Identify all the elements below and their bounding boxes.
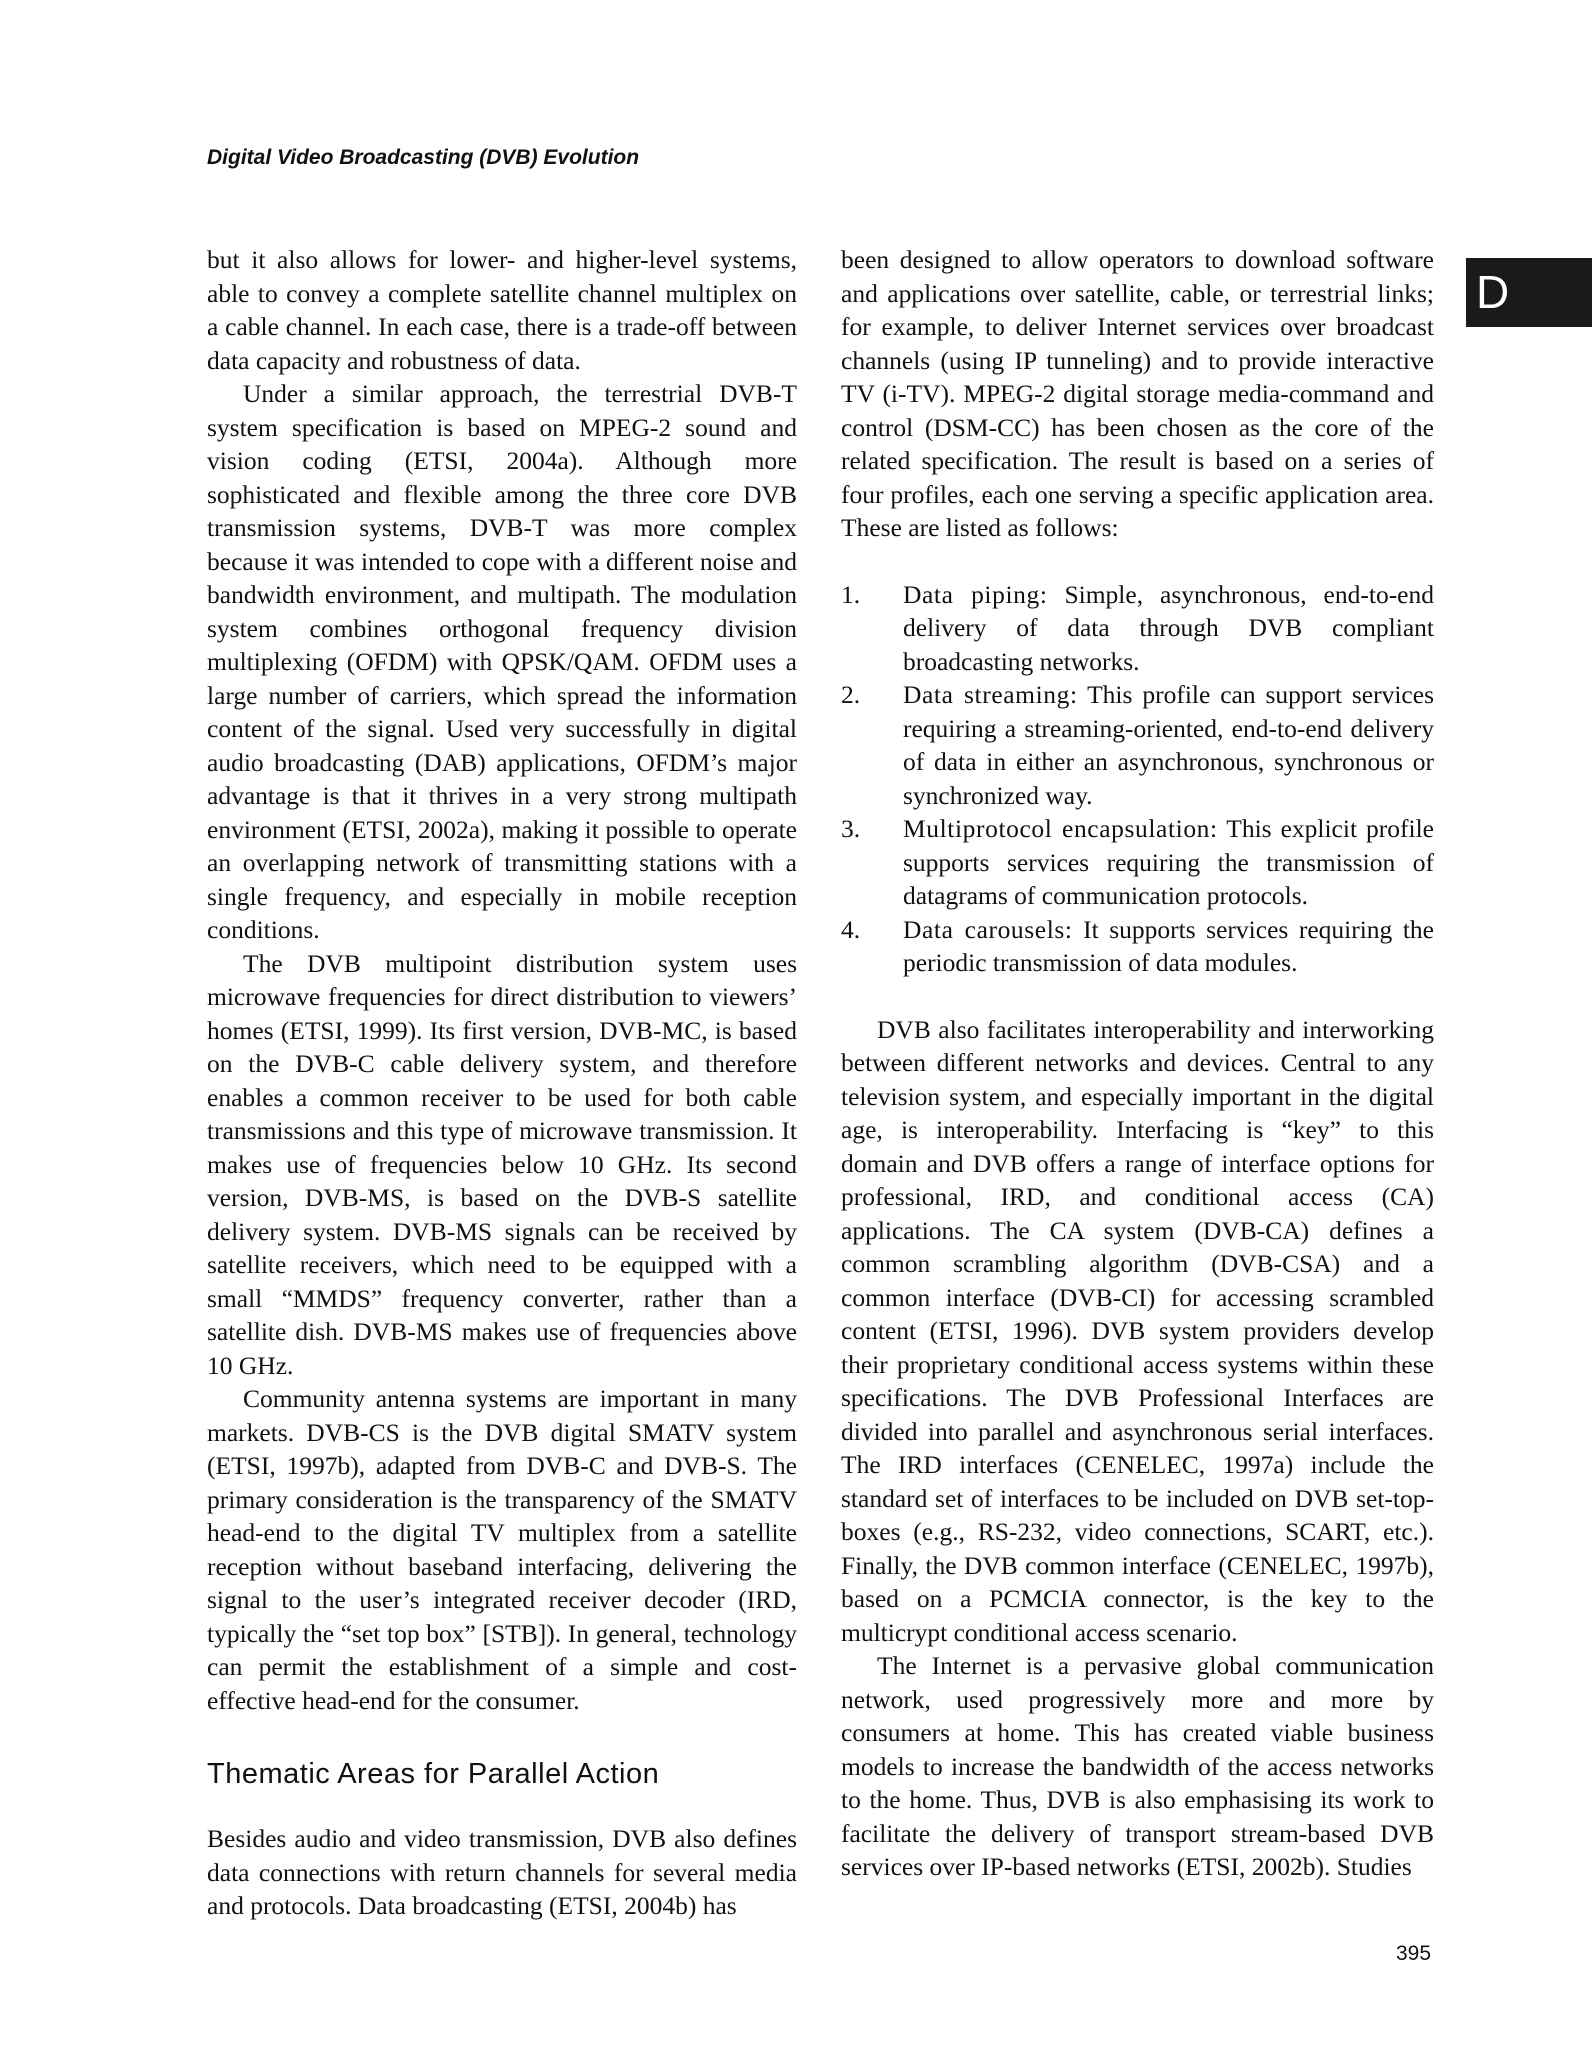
profile-list	[841, 578, 1434, 980]
list-item-text: This explicit profile supports services requiring the transmission of datagrams of communication protocols.	[903, 814, 1434, 910]
list-item	[841, 678, 1434, 812]
list-item-number: 1.	[841, 579, 861, 609]
section-thumb-tab: D	[1466, 258, 1592, 327]
list-item-number: 2.	[841, 680, 861, 709]
page-number: 395	[1396, 1942, 1432, 1965]
paragraph-left-1: but it also allows for lower- and higher-level systems, able to convey a complete satellite channel multiplex on a cable channel. In each case, there is a trade-off between data capacity and robustness of data.	[207, 245, 797, 375]
section-heading: Thematic Areas for Parallel Action	[207, 1758, 660, 1790]
list-item-number: 4.	[841, 914, 861, 944]
list-item-term: Data piping:	[903, 579, 1048, 609]
paragraph-dvb-t: Under a similar approach, the terrestrial DVB-T system specification is based on MPEG-2 sound and vision coding (ETSI, 2004a). Although more sophisticated and flexible among the three core DVB transmission systems, DVB-T was more complex because it was intended to cope with a different noise and bandwidth environment, and multipath. The modulation system combines orthogonal frequency division multiplexing (OFDM) with QPSK/QAM. OFDM uses a large number of carriers, which spread the information content of the signal. Used very successfully in digital audio broadcasting (DAB) applications, OFDM’s major advantage is that it thrives in a very strong multipath environment (ETSI, 2002a), making it possible to operate an overlapping network of transmitting stations with a single frequency, and especially in mobile reception conditions.	[207, 379, 797, 944]
paragraph-right-1: been designed to allow operators to download software and applications over satellite, cable, or terrestrial links; for example, to deliver Internet services over broadcast channels (using IP tunneling) and to provide interactive TV (i-TV). MPEG-2 digital storage media-command and control (DSM-CC) has been chosen as the core of the related specification. The result is based on a series of four profiles, each one serving a specific application area. These are listed as follows:	[841, 245, 1434, 542]
paragraph-data-connections: Besides audio and video transmission, DVB also defines data connections with return channels for several media and protocols. Data broadcasting (ETSI, 2004b) has	[207, 1824, 797, 1920]
list-item-term: Data carousels:	[903, 914, 1073, 944]
right-column	[841, 243, 1434, 1884]
list-item	[841, 812, 1434, 913]
list-item-text: This profile can support services requiring a streaming-oriented, end-to-end delivery of data in either an asynchronous, synchronous or synchronized way.	[903, 680, 1434, 810]
left-column	[207, 243, 797, 1923]
paragraph-internet: The Internet is a pervasive global communication network, used progressively more and more by consumers at home. This has created viable business models to increase the bandwidth of the access networks to the home. Thus, DVB is also emphasising its work to facilitate the delivery of transport stream-based DVB services over IP-based networks (ETSI, 2002b). Studies	[841, 1651, 1434, 1881]
list-item-text: It supports services requiring the periodic transmission of data modules.	[903, 914, 1434, 977]
list-item	[841, 913, 1434, 980]
running-head-title: Digital Video Broadcasting (DVB) Evolution	[207, 146, 640, 169]
list-item-term: Multiprotocol encapsulation:	[903, 814, 1218, 843]
list-item	[841, 578, 1434, 679]
list-item-text: Simple, asynchronous, end-to-end delivery of data through DVB compliant broadcasting networks.	[903, 579, 1435, 676]
list-item-number: 3.	[841, 814, 861, 843]
paragraph-interoperability: DVB also facilitates interoperability and interworking between different networks and devices. Central to any television system, and especially important in the digital age, is interoperability. Interfacing is “key” to this domain and DVB offers a range of interface options for professional, IRD, and conditional access (CA) applications. The CA system (DVB-CA) defines a common scrambling algorithm (DVB-CSA) and a common interface (DVB-CI) for accessing scrambled content (ETSI, 1996). DVB system providers develop their proprietary conditional access systems within these specifications. The DVB Professional Interfaces are divided into parallel and asynchronous serial interfaces. The IRD interfaces (CENELEC, 1997a) include the standard set of interfaces to be included on DVB set-top-boxes (e.g., RS-232, video connections, SCART, etc.). Finally, the DVB common interface (CENELEC, 1997b), based on a PCMCIA connector, is the key to the multicrypt conditional access scenario.	[841, 1014, 1434, 1647]
list-item-term: Data streaming:	[903, 680, 1078, 709]
paragraph-multipoint: The DVB multipoint distribution system uses microwave frequencies for direct distribution to viewers’ homes (ETSI, 1999). Its first version, DVB-MC, is based on the DVB-C cable delivery system, and therefore enables a common receiver to be used for both cable transmissions and this type of microwave transmission. It makes use of frequencies below 10 GHz. Its second version, DVB-MS, is based on the DVB-S satellite delivery system. DVB-MS signals can be received by satellite receivers, which need to be equipped with a small “MMDS” frequency converter, rather than a satellite dish. DVB-MS makes use of frequencies above 10 GHz.	[207, 948, 797, 1380]
paragraph-community-antenna: Community antenna systems are important in many markets. DVB-CS is the DVB digital SMATV system (ETSI, 1997b), adapted from DVB-C and DVB-S. The primary consideration is the transparency of the SMATV head-end to the digital TV multiplex from a satellite reception without baseband interfacing, delivering the signal to the user’s integrated receiver decoder (IRD, typically the “set top box” [STB]). In general, technology can permit the establishment of a simple and cost-effective head-end for the consumer.	[207, 1384, 797, 1715]
